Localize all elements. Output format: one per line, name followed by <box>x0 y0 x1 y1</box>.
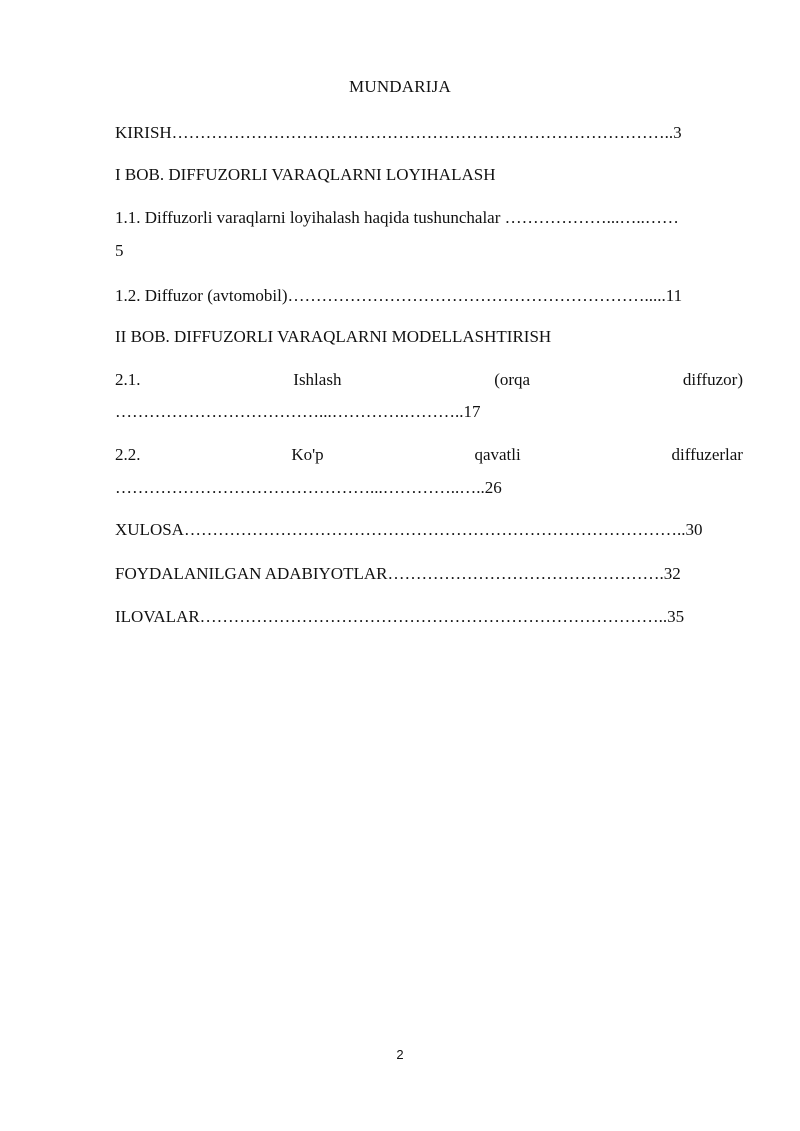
toc-entry-xulosa: XULOSA……………………………………………………………………………..30 <box>115 520 703 539</box>
toc-entry-2-1 <box>115 369 743 391</box>
toc-entry-1-2: 1.2. Diffuzor (avtomobil)……………………………………………………….....11 <box>115 286 683 305</box>
toc-entry-1-1: 1.1. Diffuzorli varaqlarni loyihalash haqida tushunchalar ………………...…..…… <box>115 208 679 227</box>
toc-word: diffuzor) <box>682 370 743 389</box>
toc-entry-ilovalar: ILOVALAR………………………………………………………………………..35 <box>115 607 685 626</box>
toc-word: 2.2. <box>115 445 141 464</box>
toc-word: (orqa <box>494 370 531 389</box>
toc-word: diffuzerlar <box>671 445 743 464</box>
toc-entry-chapter-1: I BOB. DIFFUZORLI VARAQLARNI LOYIHALASH <box>115 165 496 184</box>
toc-entry-2-2-page: ………………………………………...…………..…..26 <box>115 478 502 497</box>
toc-entry-1-1-page: 5 <box>115 241 124 260</box>
toc-entry-foydalanilgan-adabiyotlar: FOYDALANILGAN ADABIYOTLAR………………………………………….32 <box>115 564 681 583</box>
toc-entry-2-2 <box>115 444 743 466</box>
toc-entry-2-1-page: ………………………………...………….………..17 <box>115 402 481 421</box>
toc-word: 2.1. <box>115 370 141 389</box>
toc-word: qavatli <box>474 445 521 464</box>
page-number: 2 <box>396 1047 404 1062</box>
toc-word: Ishlash <box>293 370 342 389</box>
toc-entry-chapter-2: II BOB. DIFFUZORLI VARAQLARNI MODELLASHTIRISH <box>115 327 552 346</box>
toc-entry-kirish: KIRISH……………………………………………………………………………..3 <box>115 123 682 142</box>
page-title: MUNDARIJA <box>349 77 451 96</box>
toc-word: Ko'p <box>291 445 324 464</box>
